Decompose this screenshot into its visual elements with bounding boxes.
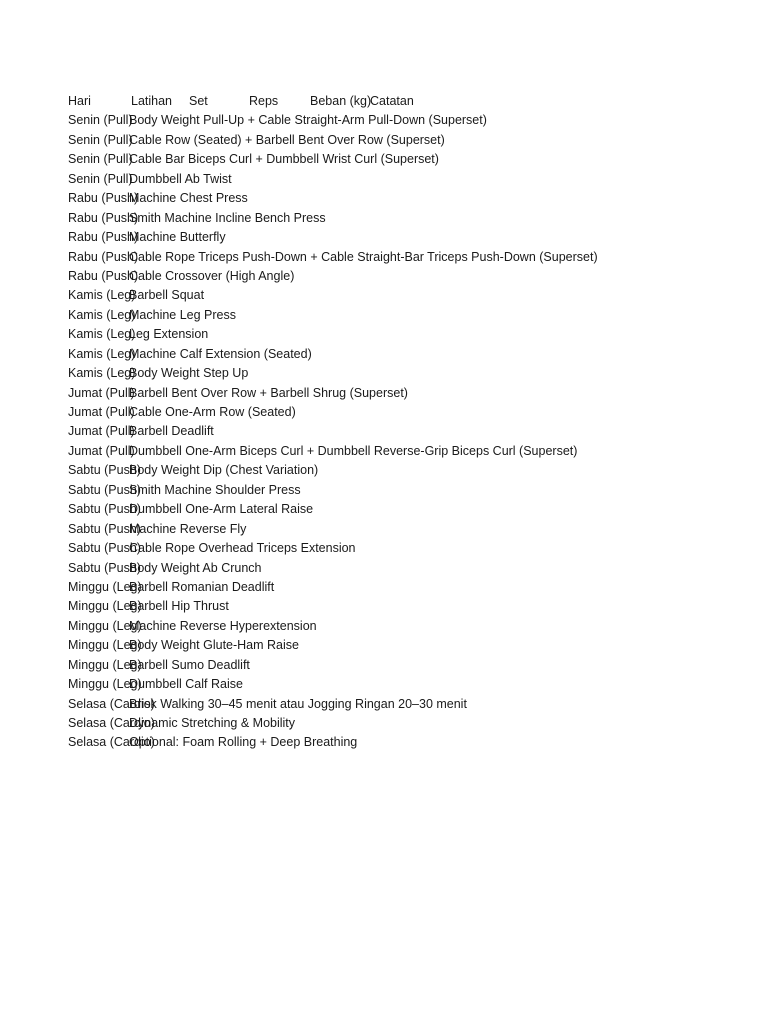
table-row xyxy=(68,714,708,733)
table-row xyxy=(68,248,708,267)
cell-latihan: Body Weight Pull-Up + Cable Straight-Arm Pull-Down (Superset) xyxy=(129,113,487,128)
cell-latihan: Body Weight Step Up xyxy=(129,366,249,381)
cell-latihan: Barbell Bent Over Row + Barbell Shrug (Superset) xyxy=(129,385,408,400)
cell-hari: Rabu (Push) xyxy=(68,210,139,225)
table-row xyxy=(68,209,708,228)
cell-hari: Rabu (Push) xyxy=(68,249,139,264)
cell-hari: Sabtu (Push) xyxy=(68,541,141,556)
cell-hari: Kamis (Leg) xyxy=(68,327,136,342)
table-row xyxy=(68,461,708,480)
cell-hari: Sabtu (Push) xyxy=(68,463,141,478)
cell-latihan: Machine Reverse Fly xyxy=(129,521,247,536)
cell-latihan: Cable Rope Overhead Triceps Extension xyxy=(129,541,356,556)
cell-hari: Jumat (Pull) xyxy=(68,385,135,400)
cell-hari: Minggu (Leg) xyxy=(68,618,142,633)
table-row xyxy=(68,170,708,189)
cell-hari: Sabtu (Push) xyxy=(68,521,141,536)
cell-hari: Selasa (Cardio) xyxy=(68,735,155,750)
header-set: Set xyxy=(189,94,208,108)
cell-hari: Senin (Pull) xyxy=(68,152,133,167)
cell-hari: Rabu (Push) xyxy=(68,268,139,283)
table-row xyxy=(68,422,708,441)
cell-hari: Selasa (Cardio) xyxy=(68,696,155,711)
header-beban: Beban (kg) xyxy=(310,94,372,108)
cell-latihan: Cable Bar Biceps Curl + Dumbbell Wrist Curl (Superset) xyxy=(129,152,439,167)
cell-hari: Jumat (Pull) xyxy=(68,424,135,439)
header-row xyxy=(68,92,708,111)
cell-hari: Senin (Pull) xyxy=(68,113,133,128)
cell-latihan: Barbell Squat xyxy=(129,288,205,303)
cell-latihan: Dumbbell One-Arm Lateral Raise xyxy=(129,502,314,517)
cell-latihan: Barbell Hip Thrust xyxy=(129,599,229,614)
cell-hari: Rabu (Push) xyxy=(68,191,139,206)
table-row xyxy=(68,559,708,578)
cell-hari: Minggu (Leg) xyxy=(68,599,142,614)
cell-latihan: Dumbbell One-Arm Biceps Curl + Dumbbell Reverse-Grip Biceps Curl (Superset) xyxy=(129,443,578,458)
cell-latihan: Machine Butterfly xyxy=(129,230,226,245)
table-row xyxy=(68,733,708,752)
table-row xyxy=(68,695,708,714)
table-row xyxy=(68,442,708,461)
cell-hari: Minggu (Leg) xyxy=(68,677,142,692)
header-hari: Hari xyxy=(68,94,91,108)
table-row xyxy=(68,617,708,636)
cell-hari: Jumat (Pull) xyxy=(68,443,135,458)
table-row xyxy=(68,228,708,247)
cell-latihan: Cable Crossover (High Angle) xyxy=(129,268,295,283)
cell-hari: Senin (Pull) xyxy=(68,132,133,147)
cell-latihan: Barbell Sumo Deadlift xyxy=(129,657,250,672)
cell-latihan: Optional: Foam Rolling + Deep Breathing xyxy=(129,735,358,750)
table-row xyxy=(68,481,708,500)
table-row xyxy=(68,345,708,364)
cell-latihan: Body Weight Glute-Ham Raise xyxy=(129,638,299,653)
table-row xyxy=(68,384,708,403)
cell-hari: Kamis (Leg) xyxy=(68,346,136,361)
cell-latihan: Body Weight Dip (Chest Variation) xyxy=(129,463,319,478)
table-row xyxy=(68,520,708,539)
cell-latihan: Machine Chest Press xyxy=(129,191,248,206)
cell-latihan: Machine Leg Press xyxy=(129,307,237,322)
cell-latihan: Dumbbell Calf Raise xyxy=(129,677,243,692)
table-row xyxy=(68,306,708,325)
cell-hari: Minggu (Leg) xyxy=(68,657,142,672)
cell-latihan: Cable Row (Seated) + Barbell Bent Over Row (Superset) xyxy=(129,132,445,147)
cell-hari: Minggu (Leg) xyxy=(68,579,142,594)
cell-latihan: Barbell Deadlift xyxy=(129,424,214,439)
cell-latihan: Machine Calf Extension (Seated) xyxy=(129,346,312,361)
table-row xyxy=(68,500,708,519)
cell-hari: Minggu (Leg) xyxy=(68,638,142,653)
table-row xyxy=(68,325,708,344)
table-row xyxy=(68,364,708,383)
cell-latihan: Cable Rope Triceps Push-Down + Cable Straight-Bar Triceps Push-Down (Superset) xyxy=(129,249,598,264)
cell-latihan: Brisk Walking 30–45 menit atau Jogging Ringan 20–30 menit xyxy=(129,696,467,711)
table-row xyxy=(68,636,708,655)
cell-hari: Sabtu (Push) xyxy=(68,502,141,517)
cell-hari: Kamis (Leg) xyxy=(68,307,136,322)
table-row xyxy=(68,150,708,169)
header-catatan: Catatan xyxy=(370,94,414,108)
table-row xyxy=(68,286,708,305)
header-latihan: Latihan xyxy=(131,94,173,108)
header-reps: Reps xyxy=(249,94,279,108)
table-row xyxy=(68,189,708,208)
workout-table xyxy=(68,92,708,753)
cell-latihan: Cable One-Arm Row (Seated) xyxy=(129,405,296,419)
table-row xyxy=(68,656,708,675)
cell-hari: Sabtu (Push) xyxy=(68,482,141,497)
table-row xyxy=(68,539,708,558)
cell-hari: Jumat (Pull) xyxy=(68,405,135,419)
cell-latihan: Body Weight Ab Crunch xyxy=(129,560,262,575)
cell-latihan: Smith Machine Shoulder Press xyxy=(129,482,301,497)
cell-latihan: Dynamic Stretching & Mobility xyxy=(129,716,296,730)
cell-hari: Senin (Pull) xyxy=(68,171,133,186)
cell-hari: Kamis (Leg) xyxy=(68,366,136,381)
cell-hari: Selasa (Cardio) xyxy=(68,716,155,730)
cell-latihan: Machine Reverse Hyperextension xyxy=(129,618,317,633)
table-row xyxy=(68,403,708,422)
table-row xyxy=(68,597,708,616)
table-row xyxy=(68,267,708,286)
cell-hari: Sabtu (Push) xyxy=(68,560,141,575)
cell-latihan: Dumbbell Ab Twist xyxy=(129,171,232,186)
cell-latihan: Smith Machine Incline Bench Press xyxy=(129,210,326,225)
cell-hari: Rabu (Push) xyxy=(68,230,139,245)
cell-latihan: Leg Extension xyxy=(129,327,209,342)
table-body xyxy=(68,111,708,752)
table-row xyxy=(68,131,708,150)
table-row xyxy=(68,111,708,130)
table-row xyxy=(68,578,708,597)
cell-latihan: Barbell Romanian Deadlift xyxy=(129,579,275,594)
table-row xyxy=(68,675,708,694)
cell-hari: Kamis (Leg) xyxy=(68,288,136,303)
